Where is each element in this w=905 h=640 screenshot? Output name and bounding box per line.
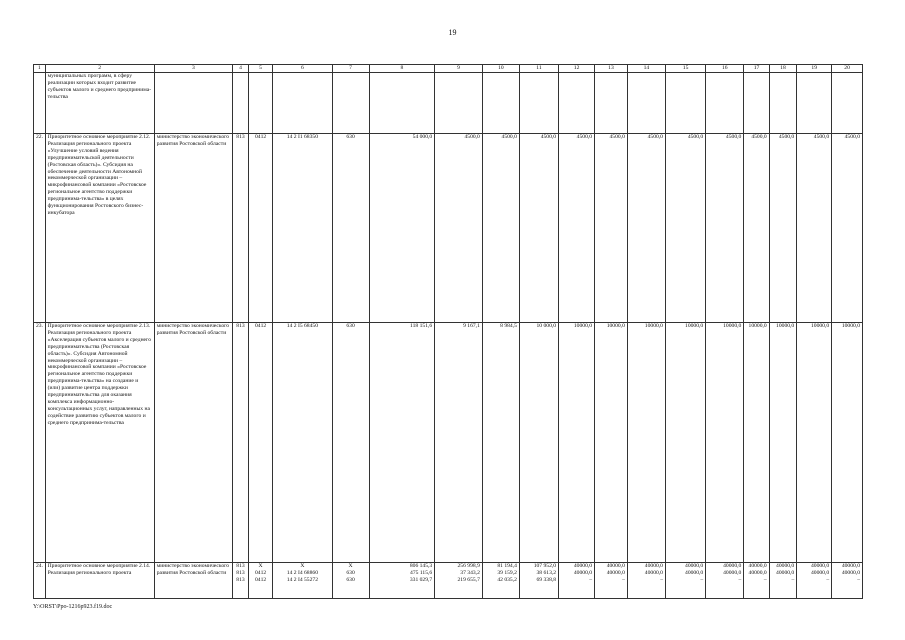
cell-col10	[482, 563, 519, 599]
sub-value: 40000,0	[776, 563, 795, 569]
cell-c7: 630	[332, 134, 369, 323]
sub-value: 40000,0	[810, 563, 830, 569]
cell-col6	[273, 563, 332, 599]
sub-value: 40000,0	[685, 563, 704, 569]
sub-value: 40000,0	[644, 563, 663, 569]
cell-col11	[519, 563, 558, 599]
sub-value: 38 613,2	[536, 569, 557, 576]
sub-value: –	[826, 576, 830, 583]
sub-value: –	[660, 576, 663, 583]
column-number-row	[34, 65, 863, 73]
cell-c6: 14 2 I1 68350	[273, 134, 332, 323]
sub-value: 40000,0	[723, 569, 742, 576]
cell-c18: 10000,0	[769, 323, 797, 563]
column-number: 5	[248, 65, 272, 73]
column-number: 19	[797, 65, 832, 73]
column-number: 15	[665, 65, 705, 73]
cell-c8: 54 000,0	[369, 134, 435, 323]
column-number: 8	[369, 65, 435, 73]
cell-c9: 9 167,1	[435, 323, 483, 563]
sub-value: 40000,0	[606, 563, 625, 569]
sub-value: –	[763, 576, 767, 583]
cell-c20: 10000,0	[832, 323, 863, 563]
column-number: 9	[435, 65, 483, 73]
cell-name: Приоритетное основное мероприятие 2.12. Реализация регионального проекта «Улучшение условий ведения предпринимательской деятельности (Ростовская область)». Субсидия на обеспечение деятельности Автономной некоммерческой организации – микрофинансовой компании «Ростовское региональное агентство поддержки предпринима-тельства» в целях функционирования Ростовского бизнес-инкубатора	[45, 134, 154, 323]
sub-value: 813	[236, 563, 245, 569]
cell-col17	[744, 563, 769, 599]
cell-col13	[595, 563, 628, 599]
column-number: 2	[45, 65, 154, 73]
cell-c19: 4500,0	[797, 134, 832, 323]
sub-value: 40000,0	[606, 569, 625, 576]
cont-text: муниципальных программ, в сферу реализации которых входит развитие субъектов малого и среднего предпринима-тельства	[45, 73, 154, 134]
sub-value: 40000,0	[748, 563, 767, 569]
cell-c12: 10000,0	[559, 323, 595, 563]
sub-value: 40000,0	[748, 569, 767, 576]
cell-c14: 10000,0	[627, 323, 665, 563]
cell-col16	[706, 563, 744, 599]
sub-value: 40000,0	[573, 569, 593, 576]
sub-value: 331 029,7	[409, 576, 433, 583]
column-number: 7	[332, 65, 369, 73]
cell-col18	[769, 563, 797, 599]
cell-executor: министерство экономического развития Ростовской области	[154, 134, 232, 323]
sub-value: 40000,0	[644, 569, 663, 576]
sub-value: 630	[346, 569, 355, 576]
sub-value: 806 145,3	[409, 563, 433, 569]
cell-num: 23.	[34, 323, 46, 563]
sub-value: 40000,0	[685, 569, 704, 576]
sub-value: 81 194,4	[497, 563, 517, 569]
continued-row	[34, 73, 863, 134]
sub-value: 40000,0	[841, 563, 860, 569]
sub-value: 0412	[254, 569, 267, 576]
column-number: 1	[34, 65, 46, 73]
sub-value: 813	[236, 569, 245, 576]
cell-col5	[248, 563, 272, 599]
cell-c20: 4500,0	[832, 134, 863, 323]
sub-value: 256 998,9	[457, 563, 480, 569]
table-row-24	[34, 563, 863, 599]
cell-c9: 4500,0	[435, 134, 483, 323]
column-number: 13	[595, 65, 628, 73]
cell-c5: 0412	[248, 134, 272, 323]
cell-c16: 10000,0	[706, 323, 744, 563]
sub-value: 813	[236, 576, 245, 583]
sub-value: –	[738, 576, 742, 583]
row-executor: министерство экономического развития Ростовской области	[154, 563, 232, 599]
cell-c14: 4500,0	[627, 134, 665, 323]
sub-value: –	[791, 576, 795, 583]
page-number: 19	[448, 28, 457, 37]
cell-c10: 8 984,5	[482, 323, 519, 563]
column-number: 11	[519, 65, 558, 73]
column-number: 10	[482, 65, 519, 73]
cell-c15: 10000,0	[665, 323, 705, 563]
cell-col9	[435, 563, 483, 599]
cell-c5: 0412	[248, 323, 272, 563]
sub-value: 40000,0	[810, 569, 830, 576]
cell-c18: 4500,0	[769, 134, 797, 323]
sub-value: –	[700, 576, 704, 583]
row-name: Приоритетное основное мероприятие 2.14. Реализация регионального проекта	[45, 563, 154, 599]
column-number: 6	[273, 65, 332, 73]
cell-col15	[665, 563, 705, 599]
sub-value: 0412	[254, 576, 267, 583]
cell-c19: 10000,0	[797, 323, 832, 563]
cell-c12: 4500,0	[559, 134, 595, 323]
cell-num: 22.	[34, 134, 46, 323]
sub-value: 40000,0	[573, 563, 593, 569]
sub-value: X	[300, 563, 305, 569]
sub-value: 14 2 I4 55272	[286, 576, 318, 583]
cell-col20	[832, 563, 863, 599]
sub-value: 219 655,7	[457, 576, 480, 583]
cell-c17: 10000,0	[744, 323, 769, 563]
sub-value: 475 115,6	[410, 569, 433, 576]
cell-c4: 813	[233, 323, 249, 563]
table-row	[34, 134, 863, 323]
column-number: 14	[627, 65, 665, 73]
sub-value: 40000,0	[841, 569, 860, 576]
cell-col7	[332, 563, 369, 599]
cell-col8	[369, 563, 435, 599]
sub-value: 40000,0	[776, 569, 795, 576]
cell-c8: 118 151,6	[369, 323, 435, 563]
column-number: 18	[769, 65, 797, 73]
sub-value: X	[258, 563, 263, 569]
file-path-footer: Y:\ORST\Ppo-1216p923.f19.doc	[33, 604, 113, 610]
column-number: 20	[832, 65, 863, 73]
sub-value: 40000,0	[723, 563, 742, 569]
sub-value: –	[622, 576, 625, 583]
cell-c16: 4500,0	[706, 134, 744, 323]
sub-value: 107 952,0	[533, 563, 557, 569]
cell-c13: 10000,0	[595, 323, 628, 563]
sub-value: –	[589, 576, 593, 583]
row-num: 24.	[34, 563, 46, 599]
cell-col19	[797, 563, 832, 599]
sub-value: 630	[346, 576, 355, 583]
cell-c6: 14 2 I5 68450	[273, 323, 332, 563]
cell-executor: министерство экономического развития Ростовской области	[154, 323, 232, 563]
sub-value: 37 343,2	[460, 569, 480, 576]
column-number: 4	[233, 65, 249, 73]
sub-value: 39 159,2	[497, 569, 517, 576]
cell-c11: 4500,0	[519, 134, 558, 323]
cell-c17: 4500,0	[744, 134, 769, 323]
column-number: 12	[559, 65, 595, 73]
column-number: 17	[744, 65, 769, 73]
cell-c10: 4500,0	[482, 134, 519, 323]
cell-c11: 10 000,0	[519, 323, 558, 563]
cell-col12	[559, 563, 595, 599]
sub-value: –	[857, 576, 860, 583]
cell-c4: 813	[233, 134, 249, 323]
column-number: 3	[154, 65, 232, 73]
table-row	[34, 323, 863, 563]
sub-value: 42 035,2	[497, 576, 517, 583]
column-number: 16	[706, 65, 744, 73]
cell-col4	[233, 563, 249, 599]
cell-name: Приоритетное основное мероприятие 2.13. Реализация регионального проекта «Акселерация субъектов малого и среднего предпринимательства (Ростовская область)». Субсидия Автономной некоммерческой организации – микрофинансовой компании «Ростовское региональное агентство поддержки предпринима-тельства» на создание и (или) развитие центра поддержки предпринимательства для оказания комплекса информационно-консультационных услуг, направленных на содействие развитию субъектов малого и среднего предпринима-тельства	[45, 323, 154, 563]
sub-value: X	[348, 563, 353, 569]
budget-table	[33, 64, 863, 599]
cell-c13: 4500,0	[595, 134, 628, 323]
cell-c7: 630	[332, 323, 369, 563]
sub-value: 14 2 I4 68860	[286, 569, 318, 576]
cell-c15: 4500,0	[665, 134, 705, 323]
sub-value: 69 338,8	[536, 576, 557, 583]
cell-col14	[627, 563, 665, 599]
